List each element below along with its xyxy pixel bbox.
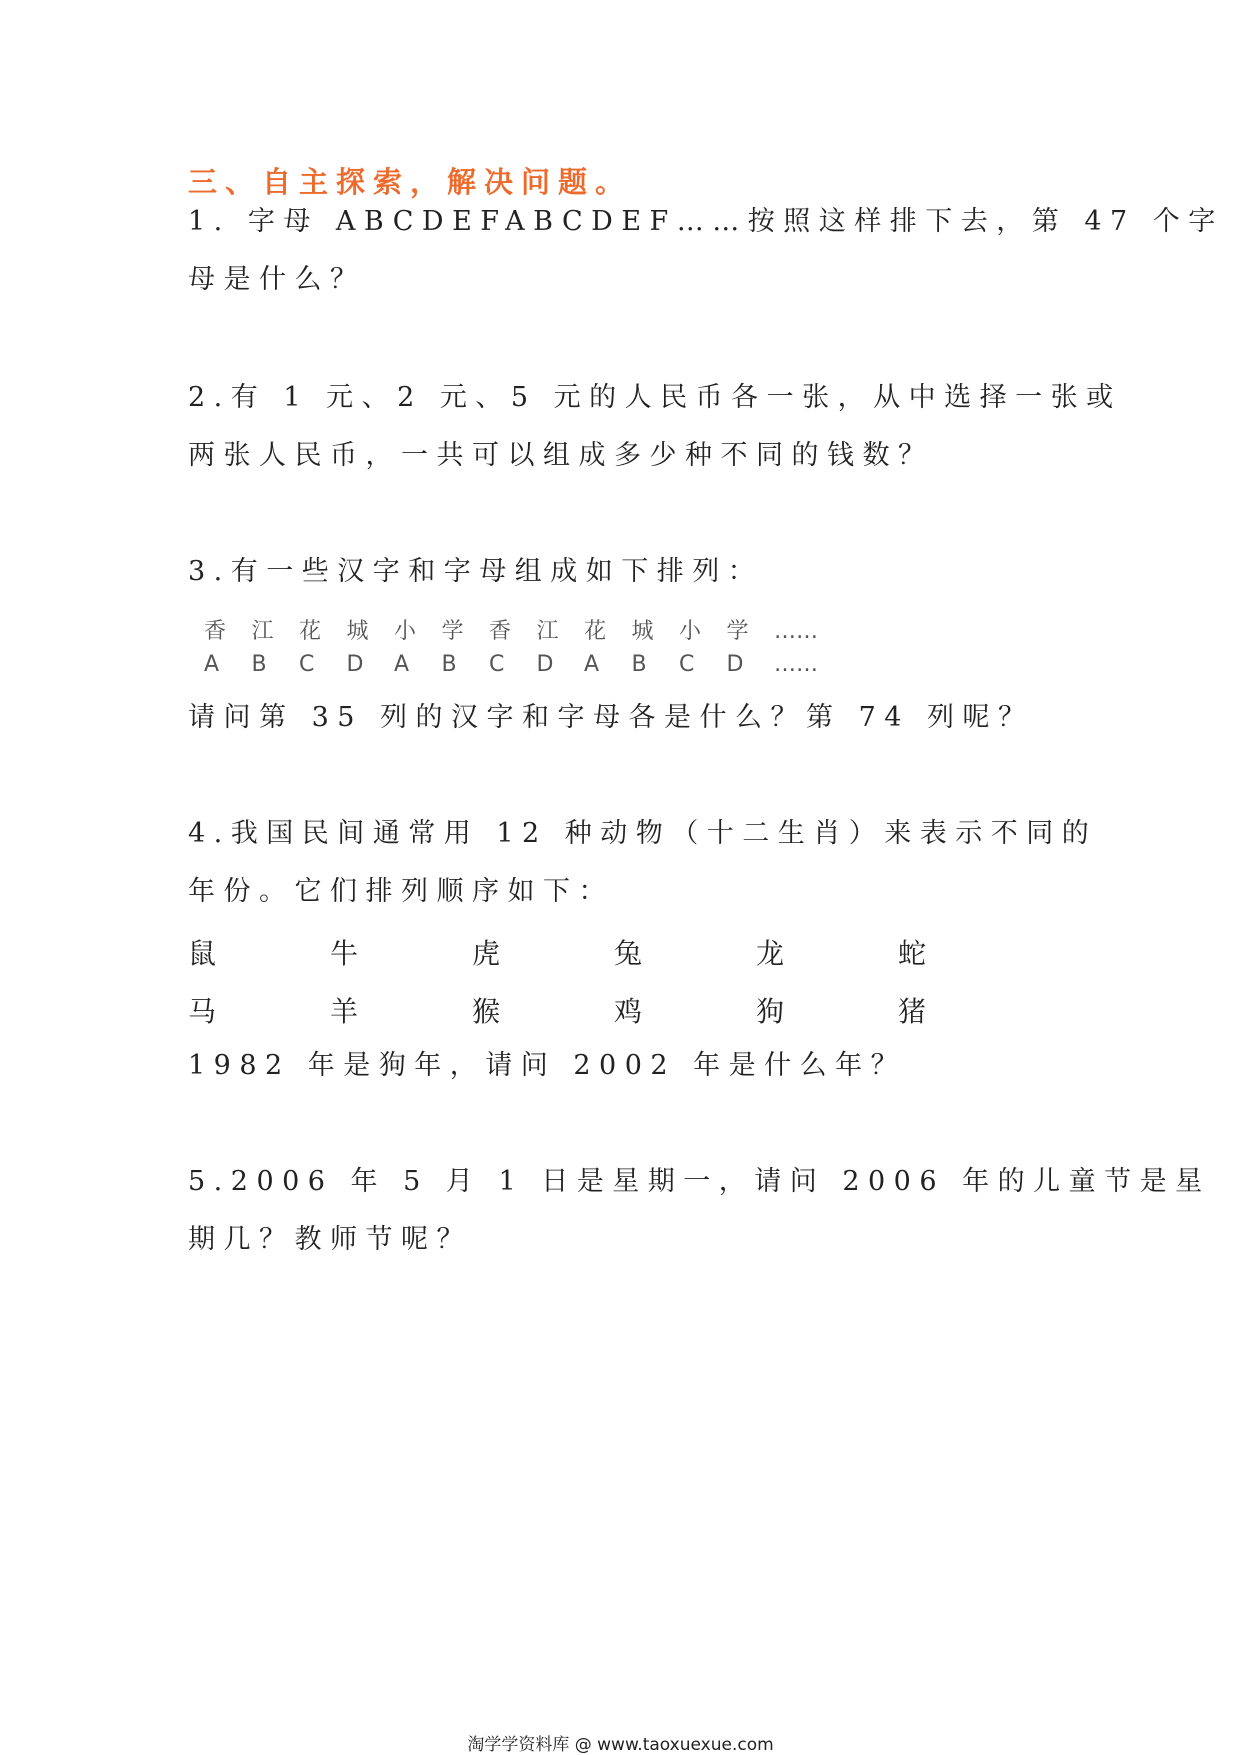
- letter-cell: D: [346, 652, 364, 677]
- hanzi-cell: 花: [584, 619, 607, 644]
- hanzi-cell: 小: [394, 619, 417, 644]
- question-4-line-3: 1982 年是狗年，请问 2002 年是什么年？: [188, 1050, 907, 1081]
- hanzi-cell: 小: [679, 619, 702, 644]
- zodiac-animal: 羊: [330, 995, 359, 1028]
- hanzi-cell: 学: [726, 619, 749, 644]
- question-5-line-1: 5.2006 年 5 月 1 日是星期一，请问 2006 年的儿童节是星: [188, 1166, 1211, 1197]
- letter-cell: B: [441, 652, 457, 677]
- zodiac-animal: 蛇: [898, 937, 927, 970]
- letter-cell: C: [679, 652, 695, 677]
- question-3-line-2: 请问第 35 列的汉字和字母各是什么？第 74 列呢？: [188, 702, 1034, 733]
- question-4-line-1: 4.我国民间通常用 12 种动物（十二生肖）来表示不同的: [188, 818, 1098, 849]
- letter-cell: D: [726, 652, 744, 677]
- letter-cell: B: [251, 652, 267, 677]
- hanzi-cell: 香: [204, 619, 227, 644]
- question-2-line-1: 2.有 1 元、2 元、5 元的人民币各一张，从中选择一张或: [188, 382, 1122, 413]
- letter-cell: A: [584, 652, 600, 677]
- hanzi-cell: 花: [299, 619, 322, 644]
- zodiac-animal: 兔: [614, 937, 643, 970]
- letter-cell: A: [204, 652, 220, 677]
- question-1-line-2: 母是什么？: [188, 264, 366, 295]
- zodiac-row-1: [188, 932, 1040, 972]
- hanzi-cell: 学: [441, 619, 464, 644]
- footer-watermark: 淘学学资料库 @ www.taoxuexue.com: [467, 1735, 774, 1755]
- zodiac-animal: 牛: [330, 937, 359, 970]
- zodiac-animal: 马: [188, 995, 217, 1028]
- hanzi-cell: 香: [489, 619, 512, 644]
- question-1-line-1: 1. 字母 ABCDEFABCDEF……按照这样排下去，第 47 个字: [188, 206, 1224, 237]
- hanzi-ellipsis: ……: [774, 619, 818, 644]
- zodiac-row-2: [188, 990, 1040, 1030]
- letter-cell: D: [536, 652, 554, 677]
- zodiac-animal: 龙: [756, 937, 785, 970]
- letter-ellipsis: ……: [774, 652, 818, 677]
- hanzi-cell: 城: [346, 619, 369, 644]
- letter-cell: A: [394, 652, 410, 677]
- letter-cell: C: [299, 652, 315, 677]
- zodiac-animal: 鸡: [614, 995, 643, 1028]
- question-5-line-2: 期几？教师节呢？: [188, 1224, 472, 1255]
- question-3-line-1: 3.有一些汉字和字母组成如下排列：: [188, 556, 764, 587]
- zodiac-animal: 猪: [898, 995, 927, 1028]
- question-4-line-2: 年份。它们排列顺序如下：: [188, 876, 614, 907]
- letter-cell: B: [631, 652, 647, 677]
- zodiac-animal: 虎: [472, 937, 501, 970]
- question-2-line-2: 两张人民币，一共可以组成多少种不同的钱数？: [188, 440, 934, 471]
- zodiac-animal: 猴: [472, 995, 501, 1028]
- hanzi-cell: 城: [631, 619, 654, 644]
- hanzi-cell: 江: [251, 619, 274, 644]
- letter-row: [204, 652, 818, 677]
- hanzi-cell: 江: [536, 619, 559, 644]
- section-title: 三、自主探索，解决问题。: [188, 165, 633, 199]
- hanzi-row: [204, 614, 818, 645]
- letter-cell: C: [489, 652, 505, 677]
- zodiac-animal: 狗: [756, 995, 785, 1028]
- zodiac-animal: 鼠: [188, 937, 217, 970]
